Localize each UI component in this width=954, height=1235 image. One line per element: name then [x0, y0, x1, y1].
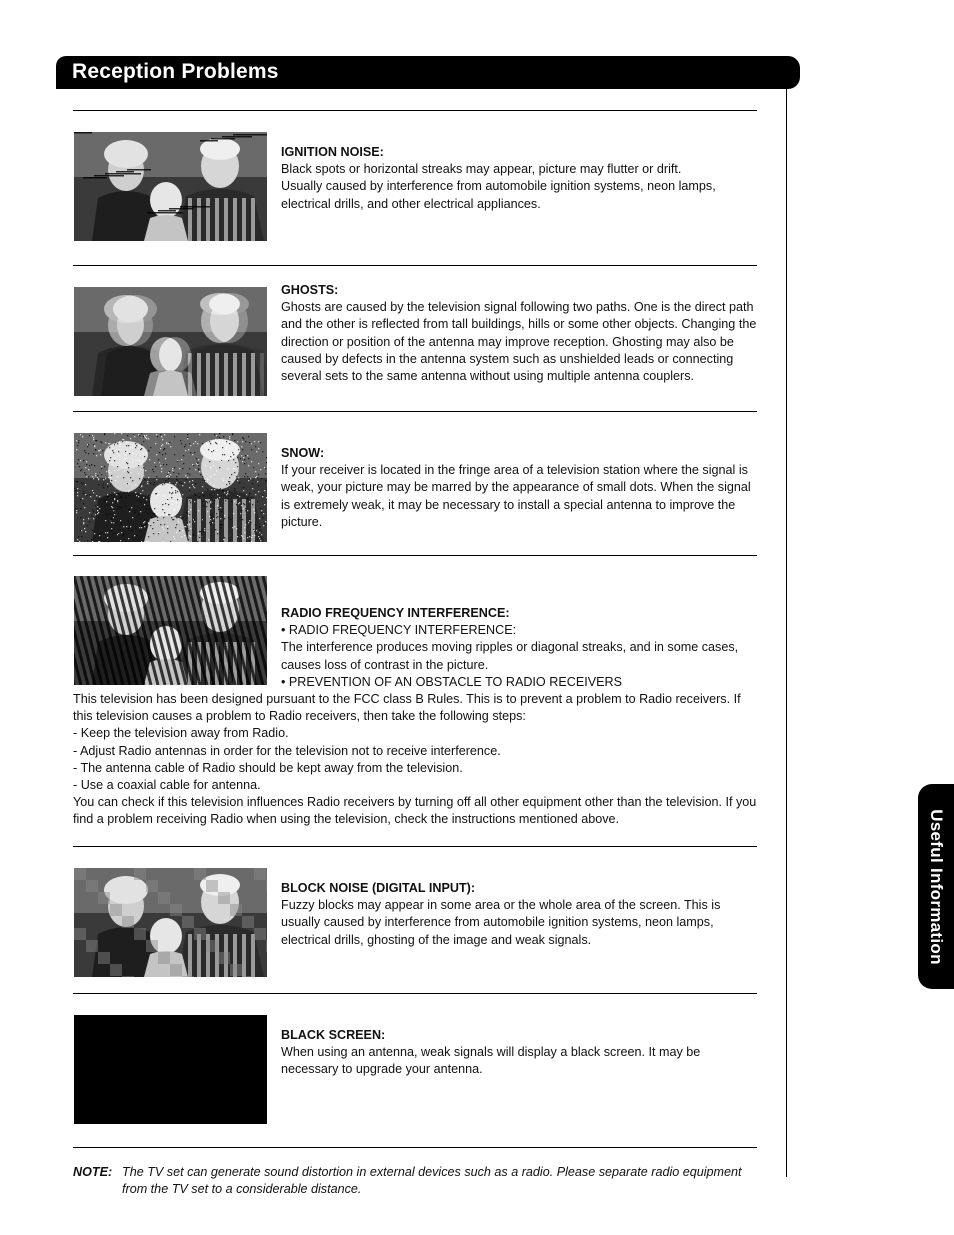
- rfi-paragraph: This television has been designed pursuant to the FCC class B Rules. This is to prevent a problem to Radio receivers. If this television causes a problem to Radio receivers, then take the following steps:: [73, 692, 741, 724]
- divider: [73, 846, 757, 847]
- rfi-photo: [74, 576, 267, 685]
- rfi-text: [281, 605, 757, 691]
- black-screen-text: [281, 1027, 757, 1079]
- section-heading: BLACK SCREEN:: [281, 1028, 386, 1042]
- snow-photo: [74, 433, 267, 542]
- divider: [73, 555, 757, 556]
- note-text: The TV set can generate sound distortion in external devices such as a radio. Please separate radio equipment from the TV set to a considerable distance.: [122, 1165, 742, 1197]
- ghosts-text: [281, 282, 757, 385]
- useful-information-tab[interactable]: [918, 784, 954, 989]
- note: [73, 1164, 763, 1198]
- divider: [73, 411, 757, 412]
- section-heading: GHOSTS:: [281, 283, 339, 297]
- section-heading: SNOW:: [281, 446, 325, 460]
- rfi-paragraph: You can check if this television influences Radio receivers by turning off all other equipment other than the television. If you find a problem receiving Radio when using the television, check the instructions mentioned above.: [73, 795, 757, 827]
- side-tab-label: Useful Information: [927, 808, 946, 965]
- ghosts-photo: [74, 287, 267, 396]
- section-body: The interference produces moving ripples or diagonal streaks, and in some cases, causes loss of contrast in the picture.: [281, 640, 739, 672]
- section-body: Black spots or horizontal streaks may appear, picture may flutter or drift.: [281, 162, 682, 177]
- ignition-noise-photo: [74, 132, 267, 241]
- note-label: NOTE:: [73, 1165, 113, 1179]
- divider: [73, 993, 757, 994]
- divider: [73, 1147, 757, 1148]
- divider: [73, 110, 757, 111]
- vertical-rule: [786, 89, 787, 1177]
- rfi-prevention-text: [73, 691, 763, 829]
- page-title: Reception Problems: [72, 60, 279, 83]
- section-body: • PREVENTION OF AN OBSTACLE TO RADIO RECEIVERS: [281, 674, 623, 689]
- section-body: • RADIO FREQUENCY INTERFERENCE:: [281, 623, 517, 638]
- section-body: If your receiver is located in the fringe area of a television station where the signal is weak, your picture may be marred by the appearance of small dots. When the signal is extremely weak, it may be necessary to install a special antenna to improve the picture.: [281, 463, 751, 529]
- section-heading: BLOCK NOISE (DIGITAL INPUT):: [281, 881, 476, 895]
- rfi-step: - Keep the television away from Radio.: [73, 726, 289, 741]
- rfi-step: - The antenna cable of Radio should be kept away from the television.: [73, 760, 463, 775]
- rfi-step: - Use a coaxial cable for antenna.: [73, 778, 261, 793]
- block-noise-photo: [74, 868, 267, 977]
- ignition-noise-text: [281, 144, 757, 213]
- section-body: Ghosts are caused by the television signal following two paths. One is the direct path and the other is reflected from tall buildings, hills or some other objects. Changing the direction or position of the antenna may improve reception. Ghosting may also be caused by defects in the antenna system such as unshielded leads or connecting several sets to the same antenna without using multiple antenna couplers.: [281, 300, 757, 384]
- rfi-step: - Adjust Radio antennas in order for the television not to receive interference.: [73, 743, 501, 758]
- title-bar: [56, 56, 800, 89]
- section-body: Usually caused by interference from automobile ignition systems, neon lamps, electrical drills, and other electrical appliances.: [281, 179, 716, 211]
- section-heading: RADIO FREQUENCY INTERFERENCE:: [281, 606, 510, 620]
- section-body: When using an antenna, weak signals will display a black screen. It may be necessary to upgrade your antenna.: [281, 1045, 701, 1077]
- section-heading: IGNITION NOISE:: [281, 145, 384, 159]
- divider: [73, 265, 757, 266]
- black-screen-photo: [74, 1015, 267, 1124]
- block-noise-text: [281, 880, 757, 949]
- section-body: Fuzzy blocks may appear in some area or the whole area of the screen. This is usually caused by interference from automobile ignition systems, neon lamps, electrical drills, ghosting of the image and weak signals.: [281, 898, 721, 947]
- snow-text: [281, 445, 757, 531]
